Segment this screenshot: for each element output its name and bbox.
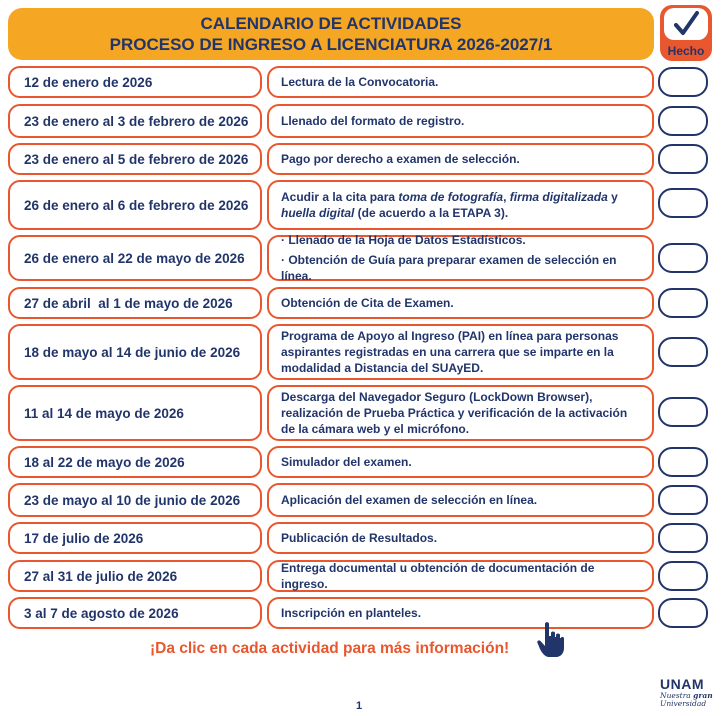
activity-cell[interactable]: [267, 522, 654, 554]
activity-row[interactable]: [8, 287, 654, 319]
unam-logo[interactable]: [660, 676, 716, 716]
logo-text: UNAM: [660, 676, 704, 692]
activity-row[interactable]: [8, 104, 654, 138]
activity-text: Acudir a la cita para toma de fotografía, firma digitalizada y huella digital (de acuerdo a la ETAPA 3).: [281, 190, 618, 220]
activity-row[interactable]: [8, 446, 654, 478]
date-cell[interactable]: 26 de enero al 6 de febrero de 2026: [8, 180, 262, 230]
activity-cell[interactable]: [267, 560, 654, 592]
activity-cell[interactable]: [267, 446, 654, 478]
done-label: Hecho: [667, 44, 705, 58]
done-toggle[interactable]: [658, 447, 708, 477]
activity-text: Aplicación del examen de selección en línea.: [281, 493, 538, 507]
done-toggle[interactable]: [658, 561, 708, 591]
activity-text: Lectura de la Convocatoria.: [281, 75, 439, 89]
activity-text: · Llenado de la Hoja de Datos Estadísticos.: [281, 233, 526, 247]
calendar-header: [8, 8, 654, 60]
done-toggle[interactable]: [658, 485, 708, 515]
pointing-hand-icon: [536, 620, 566, 665]
done-column-header: [660, 5, 712, 61]
activity-cell[interactable]: [267, 324, 654, 380]
done-toggle[interactable]: [658, 144, 708, 174]
date-cell[interactable]: 17 de julio de 2026: [8, 522, 262, 554]
done-toggle[interactable]: [658, 188, 708, 218]
done-toggle[interactable]: [658, 523, 708, 553]
done-toggle[interactable]: [658, 337, 708, 367]
activity-row[interactable]: [8, 324, 654, 380]
activity-text: Entrega documental u obtención de documentación de ingreso.: [281, 561, 595, 591]
date-cell[interactable]: 3 al 7 de agosto de 2026: [8, 597, 262, 629]
activity-text: Descarga del Navegador Seguro (LockDown Browser), realización de Prueba Práctica y verificación de la activación de la cámara web y el micrófono.: [281, 390, 628, 436]
activity-row[interactable]: [8, 143, 654, 175]
date-cell[interactable]: 12 de enero de 2026: [8, 66, 262, 98]
date-cell[interactable]: 26 de enero al 22 de mayo de 2026: [8, 235, 262, 281]
activity-text: · Obtención de Guía para preparar examen de selección en línea.: [281, 253, 617, 283]
activity-row[interactable]: [8, 522, 654, 554]
date-cell[interactable]: 23 de enero al 5 de febrero de 2026: [8, 143, 262, 175]
date-cell[interactable]: 23 de mayo al 10 de junio de 2026: [8, 483, 262, 517]
activity-cell[interactable]: [267, 143, 654, 175]
activity-text: Publicación de Resultados.: [281, 531, 438, 545]
date-cell[interactable]: 27 al 31 de julio de 2026: [8, 560, 262, 592]
activity-text: Programa de Apoyo al Ingreso (PAI) en línea para personas aspirantes registradas en una carrera que se imparte en la modalidad a Distancia del SUAyED.: [281, 329, 619, 375]
activity-cell[interactable]: [267, 235, 654, 281]
date-cell[interactable]: 27 de abril al 1 de mayo de 2026: [8, 287, 262, 319]
done-toggle[interactable]: [658, 243, 708, 273]
activity-row[interactable]: [8, 560, 654, 592]
done-toggle[interactable]: [658, 106, 708, 136]
activity-cell[interactable]: [267, 597, 654, 629]
logo-tagline: Nuestra gran Universidad: [660, 691, 713, 708]
activity-text: Inscripción en planteles.: [281, 606, 422, 620]
click-instruction: ¡Da clic en cada actividad para más información!: [150, 640, 510, 657]
activity-cell[interactable]: [267, 104, 654, 138]
activity-row[interactable]: [8, 235, 654, 281]
page-number: 1: [356, 700, 363, 712]
activity-text: Llenado del formato de registro.: [281, 114, 465, 128]
done-toggle[interactable]: [658, 288, 708, 318]
done-toggle[interactable]: [658, 598, 708, 628]
activity-cell[interactable]: [267, 287, 654, 319]
activity-row[interactable]: [8, 385, 654, 441]
activity-cell[interactable]: [267, 385, 654, 441]
done-toggle[interactable]: [658, 397, 708, 427]
activity-cell[interactable]: [267, 483, 654, 517]
date-cell[interactable]: 18 al 22 de mayo de 2026: [8, 446, 262, 478]
date-cell[interactable]: 11 al 14 de mayo de 2026: [8, 385, 262, 441]
done-toggle[interactable]: [658, 67, 708, 97]
activity-text: Simulador del examen.: [281, 455, 412, 469]
date-cell[interactable]: 23 de enero al 3 de febrero de 2026: [8, 104, 262, 138]
activity-row[interactable]: [8, 483, 654, 517]
activity-row[interactable]: [8, 66, 654, 98]
activity-text: Pago por derecho a examen de selección.: [281, 152, 520, 166]
checkmark-icon: [664, 8, 708, 40]
header-title-line2: PROCESO DE INGRESO A LICENCIATURA 2026-2027/1: [109, 35, 553, 54]
activity-cell[interactable]: [267, 180, 654, 230]
date-cell[interactable]: 18 de mayo al 14 de junio de 2026: [8, 324, 262, 380]
activity-cell[interactable]: [267, 66, 654, 98]
header-title-line1: CALENDARIO DE ACTIVIDADES: [200, 14, 462, 33]
activity-row[interactable]: [8, 180, 654, 230]
activity-text: Obtención de Cita de Examen.: [281, 296, 454, 310]
